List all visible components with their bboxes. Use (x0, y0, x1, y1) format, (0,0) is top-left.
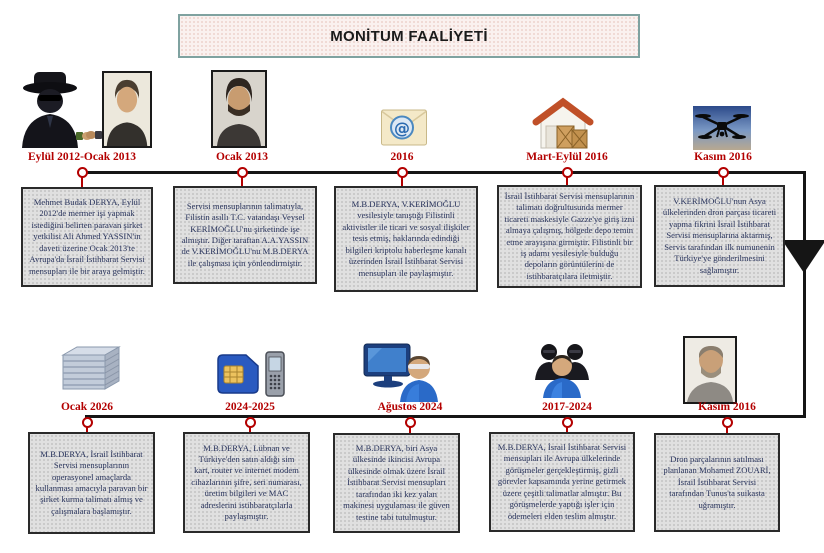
event-box (654, 433, 780, 532)
sim-card-phone-icon (212, 350, 286, 398)
event-text: İsrail İstihbarat Servisi mensuplarının talimatı doğrultusunda mermer ticareti maskesiyle Gazze'ye giriş izni almaya çalışmış, bölgede depo temin etme arayışına girmiştir. Filistinli bir iş adamı vesilesiyle bulduğu depoların görüntülerini de istihbaratçılara iletmiştir. (504, 190, 635, 281)
node-connector (566, 177, 568, 185)
event-text: M.B.DERYA, İsrail İstihbarat Servisi mensuplarının operasyonel amaçlarda kullanması amacıyla paravan bir şirket kurma talimatı almış ve çalışmalara başlamıştır. (35, 448, 148, 516)
event-date: 2024-2025 (225, 401, 275, 413)
event-date: Mart-Eylül 2016 (526, 151, 608, 163)
right-timeline-line (803, 171, 806, 418)
event-text: M.B.DERYA, İsrail İstihbarat Servisi mensupları ile Avrupa ülkelerinde görüşmeler gerçekleştirmiş, gizli görevler kapsamında yerine getirmek üzere çeşitli talimatlar almıştır. Bu görüşmelerde yaptığı işler için ödemeleri elden teslim almıştır. (497, 442, 627, 521)
person-at-computer-icon (362, 338, 440, 402)
event-box (28, 432, 155, 534)
event-box (333, 433, 460, 533)
flow-arrow-down-icon (782, 240, 824, 273)
node-connector (401, 177, 403, 186)
event-text: Servisi mensuplarının talimatıyla, Filistin asıllı T.C. vatandaşı Veysel KERİMOĞLU'nu şirketinde işe almıştır. Diğer taraftan A.A.YASSIN de V.KERİMOĞLU'nu M.B.DERYA ile çalışması için yönlendirmiştir. (181, 200, 309, 268)
portrait-photo-zouari (683, 336, 737, 404)
top-timeline-line (80, 171, 806, 174)
page-title: MONİTUM FAALİYETİ (330, 27, 488, 45)
server-building-icon (53, 341, 121, 397)
event-text: V.KERİMOĞLU'nun Asya ülkelerinden dron parçası ticareti yapma fikrini İsrail İstihbarat Servisi mensuplarına aktarmış, Servis tarafından ilk numunenin Türkiye'ye gönderilmesini sağlamıştır. (662, 196, 777, 275)
event-box (183, 432, 310, 533)
node-connector (241, 177, 243, 186)
event-date: Ocak 2013 (215, 151, 269, 163)
agents-group-icon (531, 340, 593, 398)
portrait-photo (211, 70, 267, 148)
event-box (173, 186, 317, 284)
event-text: M.B.DERYA, Lübnan ve Türkiye'den satın aldığı sim kart, router ve internet modem cihazlarının şifre, seri numarası, üretim bilgileri ve MAC adreslerini istihbaratçılarla paylaşmıştır. (191, 442, 302, 522)
event-date: Kasım 2016 (698, 401, 756, 413)
title-banner (178, 14, 640, 58)
event-date: Kasım 2016 (694, 151, 752, 163)
event-box (497, 185, 642, 288)
event-text: Dron parçalarının satılması planlanan Mohamed ZOUARİ, İsrail İstihbarat Servisi tarafından Tunus'ta suikasta uğramıştır. (663, 453, 771, 510)
node-connector (722, 177, 724, 185)
portrait-photo (102, 71, 152, 148)
handshake-icon (76, 127, 102, 143)
event-box (654, 185, 785, 287)
event-date: Ocak 2026 (60, 401, 114, 413)
event-date: 2016 (390, 151, 414, 163)
event-box (334, 186, 478, 292)
event-date: 2017-2024 (542, 401, 592, 413)
event-date: Ağustos 2024 (377, 401, 443, 413)
warehouse-crates-icon (531, 96, 595, 154)
event-box (489, 432, 635, 532)
drone-photo-icon (693, 106, 751, 150)
event-date: Eylül 2012-Ocak 2013 (28, 151, 136, 163)
node-connector (81, 177, 83, 187)
bottom-timeline-line (85, 415, 806, 418)
event-box (21, 187, 153, 287)
email-at-icon (381, 109, 427, 146)
event-text: Mehmet Budak DERYA, Eylül 2012'de mermer işi yapmak istediğini belirten paravan şirket yetkilisi Ali Ahmed YASSIN'in daveti üzerine Ocak 2013'te Avrupa'da İsrail İstihbarat Servisi mensupları ile bir araya gelmiştir. (29, 197, 145, 276)
event-text: M.B.DERYA, biri Asya ülkesinde ikincisi Avrupa ülkesinde olmak üzere İsrail İstihbarat Servisi mensupları tarafından iki kez yalan makinesi uygulaması ile güven testine tabi tutulmuştur. (343, 443, 450, 522)
svg-text:@: @ (394, 118, 410, 138)
event-text: M.B.DERYA, V.KERİMOĞLU vesilesiyle tanıştığı Filistinli aktivistler ile ticari ve sosyal ilişkiler tesis etmiş, haklarında edindiği bilgileri kriptolu haberleşme kanalı üzerinden İsrail İstihbarat Servisi mensupları ile paylaşmıştır. (342, 199, 470, 278)
